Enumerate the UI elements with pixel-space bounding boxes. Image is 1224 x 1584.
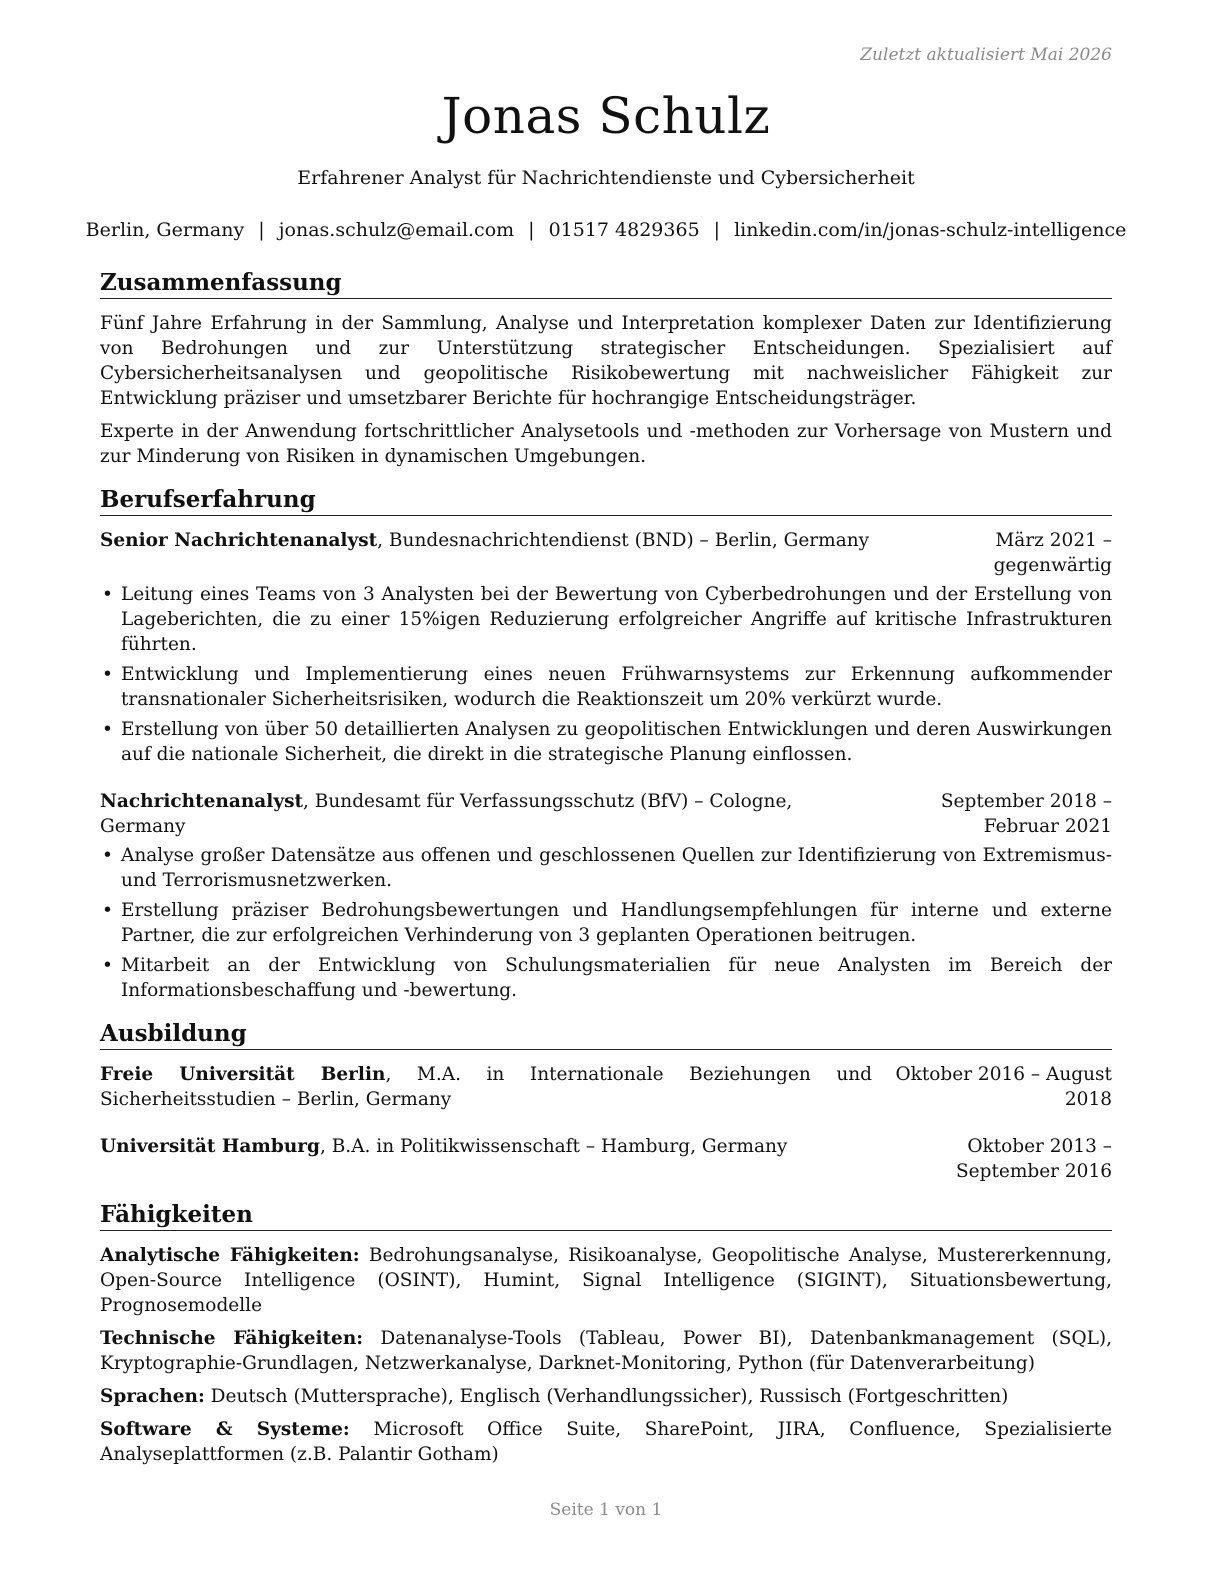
job-org: , Bundesamt für Verfassungsschutz (BfV) – Cologne, Germany [100, 791, 793, 837]
job-bullets [100, 843, 1112, 1003]
last-updated: Zuletzt aktualisiert Mai 2026 [860, 45, 1112, 65]
job-entry [100, 528, 1112, 767]
skill-group [100, 1243, 1112, 1318]
job-dates: März 2021 – gegenwärtig [993, 530, 1112, 576]
education-entry [100, 1062, 1112, 1112]
education-detail: , B.A. in Politikwissenschaft – Hamburg, Germany [319, 1136, 788, 1157]
skill-group [100, 1326, 1112, 1376]
education-section [100, 1019, 1112, 1184]
job-bullet: • Erstellung präziser Bedrohungsbewertungen und Handlungsempfehlungen für interne und externe Partner, die zur erfolgreichen Verhinderung von 3 geplanten Operationen beitrugen. [100, 898, 1112, 948]
section-title-summary: Zusammenfassung [100, 268, 1112, 299]
contact-email[interactable]: jonas.schulz@email.com [278, 219, 515, 241]
job-role: Senior Nachrichtenanalyst [100, 530, 378, 551]
job-bullet: • Entwicklung und Implementierung eines neuen Frühwarnsystems zur Erkennung aufkommender transnationaler Sicherheitsrisiken, wodurch die Reaktionszeit um 20% verkürzt wurde. [100, 662, 1112, 712]
job-dates: September 2018 – Februar 2021 [940, 791, 1112, 837]
skill-text: Microsoft Office Suite, SharePoint, JIRA, Confluence, Spezialisierte Analyseplattformen (z.B. Palantir Gotham) [100, 1419, 1112, 1465]
experience-section [100, 485, 1112, 1003]
skill-label: Sprachen: [100, 1386, 205, 1407]
education-detail: , M.A. in Internationale Beziehungen und Sicherheitsstudien – Berlin, Germany [100, 1064, 872, 1110]
education-school: Freie Universität Berlin [100, 1064, 386, 1085]
section-title-experience: Berufserfahrung [100, 485, 1112, 516]
page-number: Seite 1 von 1 [549, 1500, 663, 1520]
skill-text: Bedrohungsanalyse, Risikoanalyse, Geopolitische Analyse, Mustererkennung, Open-Source Intelligence (OSINT), Humint, Signal Intelligence (SIGINT), Situationsbewertung, Prognosemodelle [100, 1245, 1112, 1316]
education-entry [100, 1134, 1112, 1184]
job-bullets [100, 582, 1112, 767]
resume-content [100, 268, 1112, 1483]
skill-text: Datenanalyse-Tools (Tableau, Power BI), Datenbankmanagement (SQL), Kryptographie-Grundlagen, Netzwerkanalyse, Darknet-Monitoring, Python (für Datenverarbeitung) [100, 1328, 1112, 1374]
contact-separator: | [528, 219, 535, 241]
education-dates: Oktober 2013 – September 2016 [956, 1136, 1112, 1182]
education-header [100, 1134, 1112, 1184]
contact-linkedin[interactable]: linkedin.com/in/jonas-schulz-intelligence [734, 219, 1127, 241]
summary-paragraph: Fünf Jahre Erfahrung in der Sammlung, Analyse und Interpretation komplexer Daten zur Identifizierung von Bedrohungen und zur Unterstützung strategischer Entscheidungen. Spezialisiert auf Cybersicherheitsanalysen und geopolitische Risikobewertung mit nachweislicher Fähigkeit zur Entwicklung präziser und umsetzbarer Berichte für hochrangige Entscheidungsträger. [100, 313, 1112, 409]
education-header [100, 1062, 1112, 1112]
job-bullet: • Erstellung von über 50 detaillierten Analysen zu geopolitischen Entwicklungen und deren Auswirkungen auf die nationale Sicherheit, die direkt in die strategische Planung einflossen. [100, 717, 1112, 767]
skill-label: Software & Systeme: [100, 1419, 350, 1440]
section-title-skills: Fähigkeiten [100, 1200, 1112, 1231]
contact-separator: | [713, 219, 721, 241]
job-bullet: • Leitung eines Teams von 3 Analysten bei der Bewertung von Cyberbedrohungen und der Erstellung von Lageberichten, die zu einer 15%igen Reduzierung erfolgreicher Angriffe auf kritische Infrastrukturen führten. [100, 582, 1112, 657]
skills-section [100, 1200, 1112, 1467]
skill-label: Analytische Fähigkeiten: [100, 1245, 360, 1266]
education-school: Universität Hamburg [100, 1136, 320, 1157]
contact-location: Berlin, Germany [85, 219, 245, 241]
education-dates: Oktober 2016 – August 2018 [895, 1064, 1112, 1110]
section-title-education: Ausbildung [100, 1019, 1112, 1050]
job-header [100, 789, 1112, 839]
tagline: Erfahrener Analyst für Nachrichtendienste und Cybersicherheit [297, 167, 915, 189]
skill-label: Technische Fähigkeiten: [100, 1328, 364, 1349]
skill-text: Deutsch (Muttersprache), Englisch (Verhandlungssicher), Russisch (Fortgeschritten) [204, 1386, 1009, 1407]
contact-line [0, 219, 1212, 241]
job-entry [100, 789, 1112, 1003]
candidate-name: Jonas Schulz [441, 87, 771, 145]
summary-paragraph: Experte in der Anwendung fortschrittlicher Analysetools und -methoden zur Vorhersage von Mustern und zur Minderung von Risiken in dynamischen Umgebungen. [100, 421, 1112, 467]
job-bullet: • Analyse großer Datensätze aus offenen und geschlossenen Quellen zur Identifizierung von Extremismus- und Terrorismusnetzwerken. [100, 843, 1112, 893]
skill-group [100, 1384, 1112, 1409]
summary-section [100, 268, 1112, 469]
job-org: , Bundesnachrichtendienst (BND) – Berlin, Germany [377, 530, 870, 551]
contact-phone: 01517 4829365 [548, 219, 700, 241]
job-header [100, 528, 1112, 578]
contact-separator: | [258, 219, 265, 241]
job-bullet: • Mitarbeit an der Entwicklung von Schulungsmaterialien für neue Analysten im Bereich der Informationsbeschaffung und -bewertung. [100, 953, 1112, 1003]
skill-group [100, 1417, 1112, 1467]
job-role: Nachrichtenanalyst [100, 791, 304, 812]
